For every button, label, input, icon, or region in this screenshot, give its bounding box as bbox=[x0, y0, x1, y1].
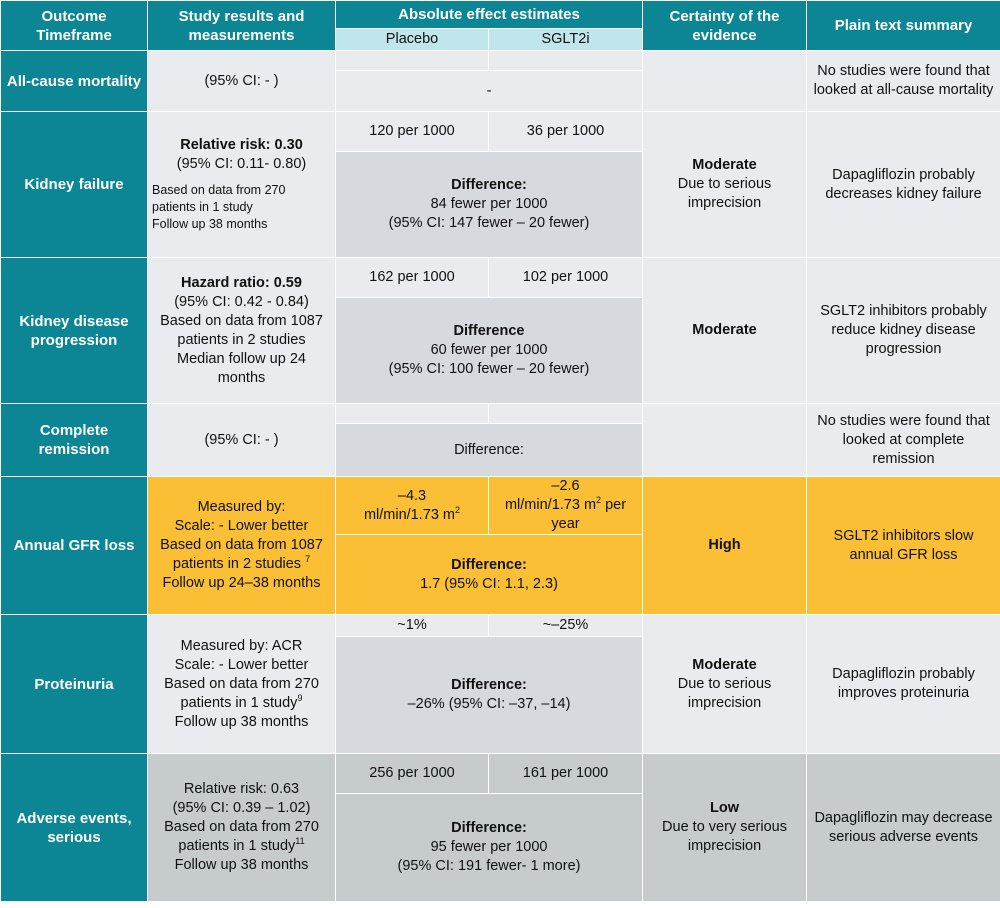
placebo-cell: 256 per 1000 bbox=[336, 754, 489, 794]
study-scale: Scale: - Lower better bbox=[174, 656, 309, 673]
certainty-rating: High bbox=[708, 537, 741, 553]
placebo-cell bbox=[336, 51, 489, 71]
sglt2i-value: –2.6 bbox=[551, 478, 580, 494]
certainty-cell bbox=[643, 258, 807, 404]
study-ci: (95% CI: 0.42 - 0.84) bbox=[174, 293, 309, 310]
difference-cell bbox=[336, 794, 643, 902]
certainty-cell bbox=[643, 615, 807, 754]
table-row bbox=[1, 51, 1000, 71]
difference-cell: - bbox=[336, 71, 643, 112]
certainty-rating: Moderate bbox=[692, 656, 757, 673]
header-certainty: Certainty of the evidence bbox=[643, 1, 807, 51]
summary-cell: Dapagliflozin probably decreases kidney failure bbox=[807, 112, 1000, 258]
certainty-cell bbox=[643, 112, 807, 258]
header-absolute: Absolute effect estimates bbox=[336, 1, 643, 29]
outcome-cell: Adverse events, serious bbox=[1, 754, 148, 902]
difference-label: Difference: bbox=[451, 556, 527, 573]
placebo-cell: ~1% bbox=[336, 615, 489, 637]
summary-cell: Dapagliflozin may decrease serious adverse events bbox=[807, 754, 1000, 902]
outcome-cell: Proteinuria bbox=[1, 615, 148, 754]
sglt2i-cell bbox=[489, 404, 643, 424]
study-measure: Measured by: ACR bbox=[180, 637, 303, 654]
table-row bbox=[1, 404, 1000, 424]
summary-cell: Dapagliflozin probably improves proteinuria bbox=[807, 615, 1000, 754]
study-cell: (95% CI: - ) bbox=[148, 51, 336, 112]
study-measure: Measured by: bbox=[197, 499, 286, 515]
difference-value: 60 fewer per 1000 bbox=[430, 342, 548, 358]
study-label: Hazard ratio: bbox=[181, 274, 270, 291]
difference-value: 95 fewer per 1000 bbox=[430, 839, 548, 855]
table-row bbox=[1, 615, 1000, 637]
outcome-cell: Complete remission bbox=[1, 404, 148, 477]
sglt2i-cell: 102 per 1000 bbox=[489, 258, 643, 298]
study-followup: Median follow up 24 months bbox=[177, 350, 306, 386]
footnote-marker: 11 bbox=[295, 836, 305, 847]
summary-cell: No studies were found that looked at all-cause mortality bbox=[807, 51, 1000, 112]
difference-ci: (95% CI: 100 fewer – 20 fewer) bbox=[388, 361, 590, 377]
certainty-cell bbox=[643, 404, 807, 477]
study-measure: Relative risk: 0.63 bbox=[183, 781, 300, 797]
difference-value: 84 fewer per 1000 bbox=[430, 196, 548, 212]
footnote-marker: 9 bbox=[297, 692, 303, 703]
study-followup: Follow up 38 months bbox=[174, 713, 309, 730]
study-value: 0.59 bbox=[273, 274, 302, 291]
study-detail: Based on data from 270 patients in 1 study$^{11}$ bbox=[164, 819, 319, 854]
difference-cell bbox=[336, 535, 643, 615]
certainty-rating: Low bbox=[710, 800, 740, 816]
study-cell: (95% CI: - ) bbox=[148, 404, 336, 477]
table-row bbox=[1, 754, 1000, 794]
study-cell bbox=[148, 615, 336, 754]
outcome-cell: Annual GFR loss bbox=[1, 477, 148, 615]
header-sglt2i: SGLT2i bbox=[489, 29, 643, 51]
study-cell bbox=[148, 754, 336, 902]
study-cell bbox=[148, 258, 336, 404]
difference-ci: (95% CI: 147 fewer – 20 fewer) bbox=[388, 215, 590, 231]
outcome-cell: Kidney failure bbox=[1, 112, 148, 258]
difference-label: Difference bbox=[453, 323, 525, 339]
header-summary: Plain text summary bbox=[807, 1, 1000, 51]
certainty-note: Due to very serious imprecision bbox=[662, 819, 787, 854]
study-cell bbox=[148, 112, 336, 258]
study-ci: (95% CI: 0.39 – 1.02) bbox=[172, 800, 311, 816]
summary-cell: No studies were found that looked at complete remission bbox=[807, 404, 1000, 477]
summary-cell: SGLT2 inhibitors probably reduce kidney disease progression bbox=[807, 258, 1000, 404]
study-detail: Based on data from 1087 patients in 2 studies $^7$ bbox=[160, 537, 323, 572]
sglt2i-cell bbox=[489, 51, 643, 71]
study-followup: Follow up 38 months bbox=[174, 857, 309, 873]
difference-cell: Difference: bbox=[336, 424, 643, 477]
placebo-cell bbox=[336, 477, 489, 535]
table-row bbox=[1, 112, 1000, 152]
difference-value: –26% (95% CI: –37, –14) bbox=[407, 696, 571, 712]
placebo-cell: 120 per 1000 bbox=[336, 112, 489, 152]
difference-label: Difference: bbox=[451, 177, 527, 193]
study-followup: Follow up 38 months bbox=[152, 217, 268, 231]
certainty-note: Due to serious imprecision bbox=[677, 176, 772, 211]
outcome-cell: All-cause mortality bbox=[1, 51, 148, 112]
certainty-cell bbox=[643, 51, 807, 112]
placebo-unit: ml/min/1.73 $m^2$ bbox=[363, 504, 461, 523]
outcome-cell: Kidney disease progression bbox=[1, 258, 148, 404]
difference-cell bbox=[336, 298, 643, 404]
sglt2i-cell: 36 per 1000 bbox=[489, 112, 643, 152]
certainty-cell bbox=[643, 754, 807, 902]
sglt2i-cell: ~–25% bbox=[489, 615, 643, 637]
header-placebo: Placebo bbox=[336, 29, 489, 51]
study-value: 0.30 bbox=[274, 137, 303, 153]
study-detail: Based on data from 270 patients in 1 study$^9$ bbox=[164, 675, 319, 711]
difference-value: 1.7 (95% CI: 1.1, 2.3) bbox=[420, 575, 558, 592]
difference-ci: (95% CI: 191 fewer- 1 more) bbox=[397, 858, 581, 874]
study-cell bbox=[148, 477, 336, 615]
study-detail: Based on data from 270 patients in 1 study bbox=[152, 183, 286, 214]
study-followup: Follow up 24–38 months bbox=[162, 575, 321, 591]
table-row bbox=[1, 258, 1000, 298]
header-outcome: Outcome Timeframe bbox=[1, 1, 148, 51]
difference-label: Difference: bbox=[451, 820, 527, 836]
sglt2i-cell bbox=[489, 477, 643, 535]
certainty-rating: Moderate bbox=[692, 157, 757, 173]
study-detail: Based on data from 1087 patients in 2 studies bbox=[160, 312, 323, 348]
certainty-cell bbox=[643, 477, 807, 615]
table-row bbox=[1, 477, 1000, 535]
study-scale: Scale: - Lower better bbox=[174, 518, 309, 534]
study-label: Relative risk: bbox=[180, 137, 271, 153]
summary-cell: SGLT2 inhibitors slow annual GFR loss bbox=[807, 477, 1000, 615]
footnote-marker: 7 bbox=[305, 554, 311, 565]
header-study: Study results and measurements bbox=[148, 1, 336, 51]
certainty-rating: Moderate bbox=[692, 322, 757, 338]
placebo-cell bbox=[336, 404, 489, 424]
difference-label: Difference: bbox=[451, 677, 527, 693]
sglt2i-unit: ml/min/1.73 $m^2$ per year bbox=[504, 495, 627, 532]
placebo-value: –4.3 bbox=[397, 487, 427, 504]
placebo-cell: 162 per 1000 bbox=[336, 258, 489, 298]
difference-cell bbox=[336, 637, 643, 754]
sglt2i-cell: 161 per 1000 bbox=[489, 754, 643, 794]
certainty-note: Due to serious imprecision bbox=[677, 675, 772, 711]
difference-cell bbox=[336, 152, 643, 258]
study-ci: (95% CI: 0.11- 0.80) bbox=[176, 156, 307, 172]
